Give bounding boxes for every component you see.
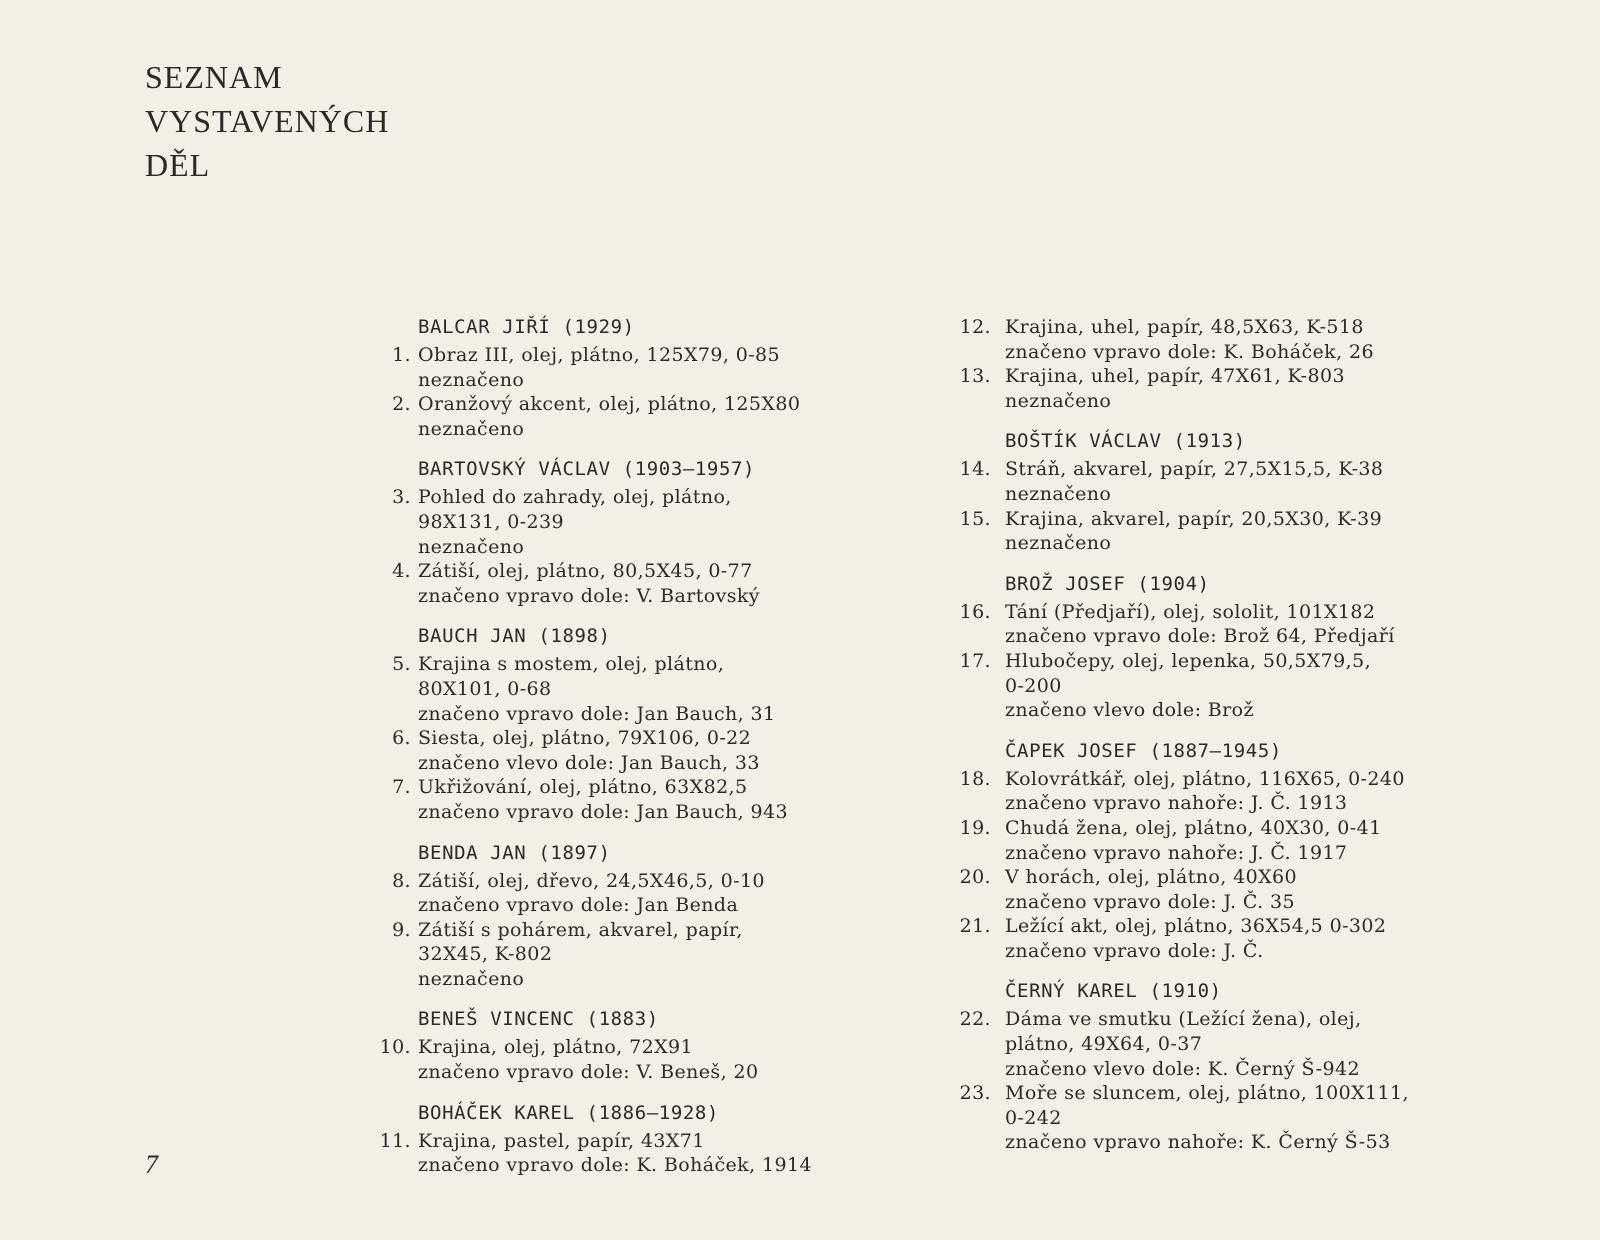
entry-line: Krajina s mostem, olej, plátno, [418,653,725,676]
catalog-entry [945,816,1505,865]
entry-line: Ukřižování, olej, plátno, 63X82,5 [418,776,748,799]
works-list [365,869,905,992]
title-line: DĚL [145,147,211,183]
catalog-entry [945,649,1505,723]
entry-line: značeno vpravo nahoře: J. Č. 1917 [1005,841,1348,864]
entry-line: Ležící akt, olej, plátno, 36X54,5 0-302 [1005,915,1387,938]
left-column [365,315,905,1178]
entry-line: 0-200 [1005,674,1062,697]
entry-line: značeno vpravo dole: V. Beneš, 20 [418,1061,759,1084]
entry-line: 80X101, 0-68 [418,677,552,700]
entry-line: Zátiší, olej, plátno, 80,5X45, 0-77 [418,560,753,583]
title-line: VYSTAVENÝCH [145,103,390,139]
catalog-entry [365,775,905,824]
artist-heading: BROŽ JOSEF (1904) [1005,572,1210,595]
catalog-entry [365,392,905,441]
entry-line: neznačeno [418,417,525,440]
entry-line: Krajina, olej, plátno, 72X91 [418,1036,693,1059]
entry-number: 10. [379,1036,411,1059]
entry-number: 21. [959,915,991,938]
works-list [945,1007,1505,1155]
entry-number: 9. [392,918,411,941]
catalog-entry [365,485,905,559]
entry-line: Pohled do zahrady, olej, plátno, [418,486,732,509]
entry-line: značeno vpravo dole: V. Bartovský [418,584,760,607]
artist-heading: BAUCH JAN (1898) [418,625,611,648]
entry-number: 13. [959,365,991,388]
entry-line: značeno vlevo dole: K. Černý Š-942 [1005,1057,1360,1080]
works-list [945,315,1505,413]
entry-line: značeno vpravo dole: Jan Bauch, 31 [418,702,776,725]
catalog-entry [365,1035,905,1084]
entry-line: Kolovrátkář, olej, plátno, 116X65, 0-240 [1005,767,1405,790]
catalog-entry [365,1129,905,1178]
entry-number: 2. [392,393,411,416]
entry-line: značeno vpravo dole: K. Boháček, 1914 [418,1154,812,1177]
entry-line: značeno vpravo dole: J. Č. 35 [1005,890,1295,913]
catalog-entry [365,869,905,918]
entry-line: značeno vpravo dole: J. Č. [1005,939,1264,962]
entry-number: 12. [959,316,991,338]
catalog-entry [945,364,1505,413]
catalog-entry [945,1007,1505,1081]
entry-number: 1. [392,344,411,366]
entry-line: značeno vpravo dole: Jan Bauch, 943 [418,800,789,823]
works-list [365,343,905,441]
entry-number: 19. [959,816,991,839]
catalog-entry [945,767,1505,816]
entry-number: 5. [392,653,411,676]
entry-number: 11. [379,1129,411,1152]
entry-line: neznačeno [1005,389,1112,412]
entry-number: 17. [959,649,991,672]
entry-line: Obraz III, olej, plátno, 125X79, 0-85 [418,344,781,366]
artist-heading: BALCAR JIŘÍ (1929) [418,316,635,338]
artist-heading: ČERNÝ KAREL (1910) [1005,980,1222,1003]
entry-line: 32X45, K-802 [418,943,553,966]
title-line: SEZNAM [145,59,283,95]
catalog-entry [945,914,1505,963]
right-column [945,315,1505,1155]
entry-line: Tání (Předjaří), olej, sololit, 101X182 [1005,600,1376,623]
works-list [365,1129,905,1178]
entry-line: 98X131, 0-239 [418,510,565,533]
entry-line: značeno vlevo dole: Brož [1005,699,1254,722]
entry-number: 8. [392,869,411,892]
works-list [365,1035,905,1084]
artist-heading: BENDA JAN (1897) [418,841,611,864]
entry-number: 22. [959,1008,991,1031]
catalog-entry [945,315,1505,364]
entry-number: 3. [392,486,411,509]
catalog-entry [365,652,905,726]
entry-line: značeno vpravo nahoře: K. Černý Š-53 [1005,1131,1391,1154]
entry-line: V horách, olej, plátno, 40X60 [1005,866,1297,889]
entry-line: neznačeno [418,967,525,990]
entry-line: značeno vpravo dole: K. Boháček, 26 [1005,340,1374,363]
entry-line: Hlubočepy, olej, lepenka, 50,5X79,5, [1005,649,1372,672]
entry-line: plátno, 49X64, 0-37 [1005,1033,1203,1056]
catalog-entry [945,865,1505,914]
catalog-entry [365,726,905,775]
artist-heading: ČAPEK JOSEF (1887—1945) [1005,739,1282,762]
entry-number: 7. [392,776,411,799]
entry-line: Krajina, pastel, papír, 43X71 [418,1129,705,1152]
entry-line: Dáma ve smutku (Ležící žena), olej, [1005,1008,1362,1031]
entry-line: 0-242 [1005,1106,1062,1129]
entry-line: značeno vpravo nahoře: J. Č. 1913 [1005,792,1348,815]
works-list [945,457,1505,555]
page-number: 7 [145,1150,158,1179]
entry-line: Krajina, uhel, papír, 48,5X63, K-518 [1005,316,1364,338]
catalog-entry [945,1081,1505,1155]
catalog-entry [945,457,1505,506]
artist-heading: BOHÁČEK KAREL (1886—1928) [418,1101,719,1124]
entry-number: 4. [392,560,411,583]
works-list [365,652,905,824]
entry-number: 14. [959,458,991,481]
artist-heading: BOŠTÍK VÁCLAV (1913) [1005,430,1246,453]
entry-number: 18. [959,767,991,790]
entry-number: 15. [959,507,991,530]
entry-line: Chudá žena, olej, plátno, 40X30, 0-41 [1005,816,1382,839]
entry-line: neznačeno [1005,482,1112,505]
works-list [945,767,1505,964]
catalog-entry [945,600,1505,649]
entry-line: značeno vlevo dole: Jan Bauch, 33 [418,751,760,774]
entry-number: 6. [392,727,411,750]
entry-line: Zátiší s pohárem, akvarel, papír, [418,918,743,941]
entry-line: Krajina, akvarel, papír, 20,5X30, K-39 [1005,507,1383,530]
entry-number: 23. [959,1082,991,1105]
entry-line: Moře se sluncem, olej, plátno, 100X111, [1005,1082,1409,1105]
catalog-entry [365,559,905,608]
entry-line: Krajina, uhel, papír, 47X61, K-803 [1005,365,1345,388]
entry-line: značeno vpravo dole: Brož 64, Předjaří [1005,625,1395,648]
artist-heading: BENEŠ VINCENC (1883) [418,1008,659,1031]
entry-line: Zátiší, olej, dřevo, 24,5X46,5, 0-10 [418,869,765,892]
catalog-entry [945,507,1505,556]
entry-line: neznačeno [1005,532,1112,555]
entry-line: neznačeno [418,535,525,558]
entry-number: 20. [959,866,991,889]
catalog-entry [365,343,905,392]
works-list [365,485,905,608]
catalog-entry [365,918,905,992]
entry-line: značeno vpravo dole: Jan Benda [418,894,739,917]
entry-line: Oranžový akcent, olej, plátno, 125X80 [418,393,801,416]
entry-line: Siesta, olej, plátno, 79X106, 0-22 [418,727,752,750]
page-title [145,55,389,187]
entry-line: Stráň, akvarel, papír, 27,5X15,5, K-38 [1005,458,1384,481]
works-list [945,600,1505,723]
entry-line: neznačeno [418,368,525,391]
artist-heading: BARTOVSKÝ VÁCLAV (1903—1957) [418,458,756,481]
entry-number: 16. [959,600,991,623]
